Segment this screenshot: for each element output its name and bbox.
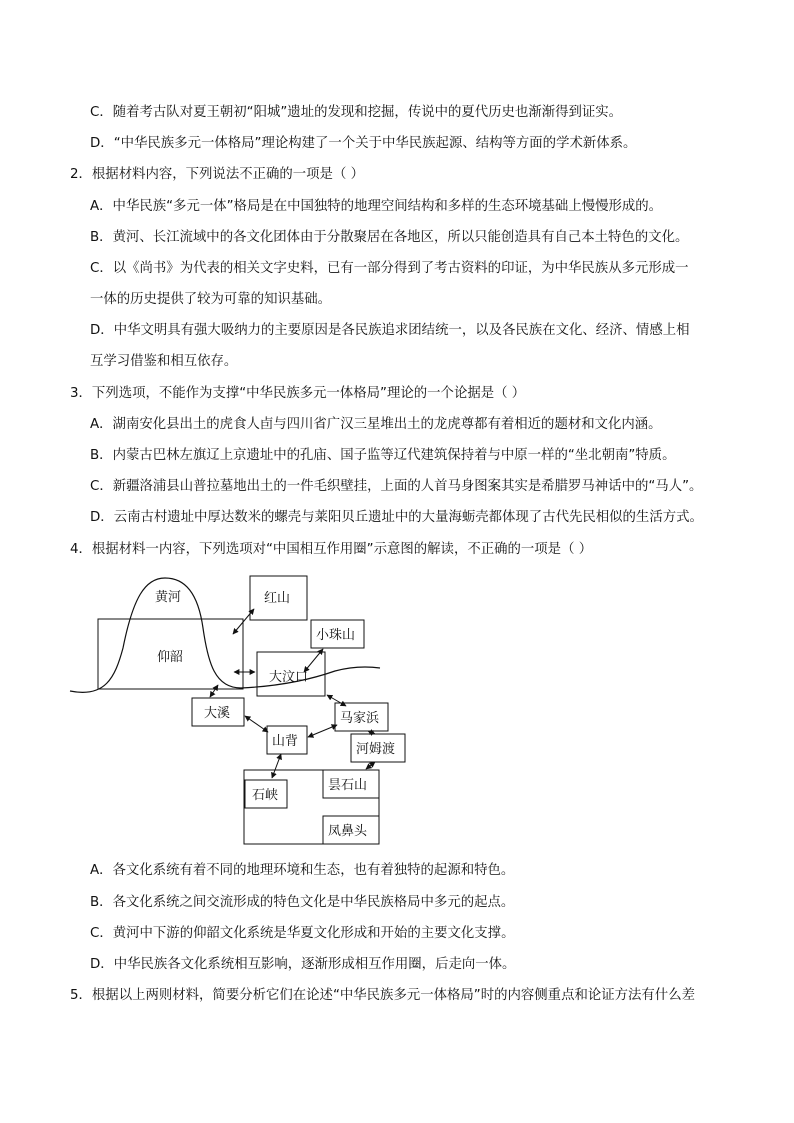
tanshishan-label: 昙石山: [328, 778, 368, 793]
shanbei-label: 山背: [272, 734, 299, 749]
q4-option-d: D．中华民族各文化系统相互影响，逐渐形成相互作用圈，后走向一体。: [90, 957, 516, 972]
q2-option-d-cont: 互学习借鉴和相互依存。: [90, 354, 238, 369]
q2-option-a: A．中华民族“多元一体”格局是在中国独特的地理空间结构和多样的生态环境基础上慢慢形成的。: [90, 199, 663, 214]
shixia-label: 石峡: [252, 788, 279, 803]
question-2: 2．根据材料内容，下列说法不正确的一项是（ ）: [70, 167, 364, 182]
arrow-shanbei-shixia: [272, 754, 281, 778]
q3-option-b: B．内蒙古巴林左旗辽上京遗址中的孔庙、国子监等辽代建筑保持着与中原一样的“坐北朝南”特质。: [90, 448, 676, 463]
fengbitou-label: 凤鼻头: [328, 824, 368, 839]
huanghe-label: 黄河: [155, 590, 182, 605]
hongshan-label: 红山: [264, 591, 291, 606]
q2-option-c: C．以《尚书》为代表的相关文字史料，已有一部分得到了考古资料的印证，为中华民族从多元形成一: [90, 261, 689, 276]
q3-option-a: A．湖南安化县出土的虎食人卣与四川省广汉三星堆出土的龙虎尊都有着相近的题材和文化内涵。: [90, 417, 662, 432]
arrow-shanbei-majiabang: [308, 725, 337, 737]
q2-option-b: B．黄河、长江流域中的各文化团体由于分散聚居在各地区，所以只能创造具有自己本土特色的文化。: [90, 230, 689, 245]
question-3: 3．下列选项，不能作为支撑“中华民族多元一体格局”理论的一个论据是（ ）: [70, 386, 526, 401]
question-4: 4．根据材料一内容，下列选项对“中国相互作用圈”示意图的解读，不正确的一项是（ ）: [70, 542, 593, 557]
interaction-sphere-diagram: [65, 568, 425, 848]
river-line: [241, 667, 380, 688]
q4-option-c: C．黄河中下游的仰韶文化系统是华夏文化形成和开始的主要文化支撑。: [90, 926, 515, 941]
q1-option-d: D．“中华民族多元一体格局”理论构建了一个关于中华民族起源、结构等方面的学术新体系。: [90, 136, 637, 151]
q3-option-c: C．新疆洛浦县山普拉墓地出土的一件毛织壁挂，上面的人首马身图案其实是希腊罗马神话中的“马人”。: [90, 479, 703, 494]
yangshao-label: 仰韶: [157, 650, 184, 665]
hemudu-label: 河姆渡: [356, 742, 396, 757]
majiabang-label: 马家浜: [340, 711, 380, 726]
arrow-yangshao-daxi: [210, 685, 218, 697]
xiaozhushan-label: 小珠山: [316, 628, 356, 643]
q2-option-c-cont: 一体的历史提供了较为可靠的知识基础。: [90, 292, 332, 307]
q2-option-d: D．中华文明具有强大吸纳力的主要原因是各民族追求团结统一，以及各民族在文化、经济、情感上相: [90, 323, 690, 338]
q4-option-a: A．各文化系统有着不同的地理环境和生态，也有着独特的起源和特色。: [90, 863, 515, 878]
daxi-label: 大溪: [204, 706, 231, 721]
q4-option-b: B．各文化系统之间交流形成的特色文化是中华民族格局中多元的起点。: [90, 895, 515, 910]
q3-option-d: D．云南古村遗址中厚达数米的螺壳与莱阳贝丘遗址中的大量海蛎壳都体现了古代先民相似的生活方式。: [90, 510, 703, 525]
question-5: 5．根据以上两则材料，简要分析它们在论述“中华民族多元一体格局”时的内容侧重点和论证方法有什么差: [70, 988, 695, 1003]
arrow-hemudu-tanshishan: [366, 762, 375, 769]
arrow-daxi-shanbei: [245, 716, 268, 732]
dawenkou-label: 大汶口: [269, 670, 309, 685]
q1-option-c: C．随着考古队对夏王朝初“阳城”遗址的发现和挖掘，传说中的夏代历史也渐渐得到证实。: [90, 105, 623, 120]
